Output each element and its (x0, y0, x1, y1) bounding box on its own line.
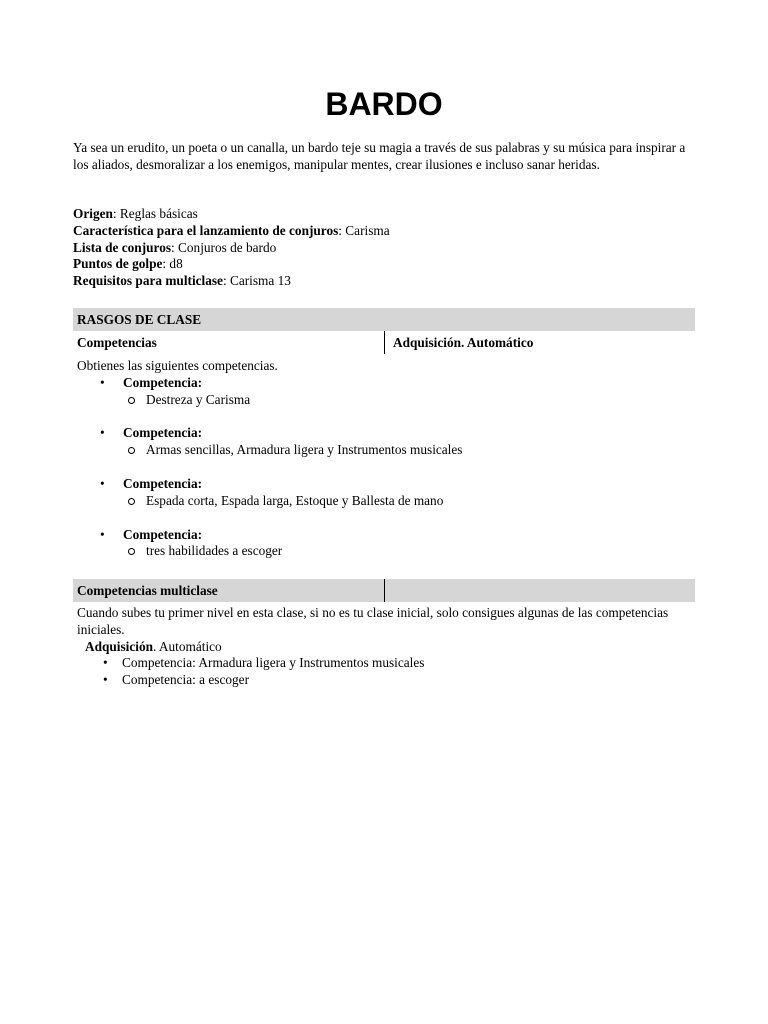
competency-value: Destreza y Carisma (146, 391, 251, 407)
meta-label: Lista de conjuros (73, 239, 172, 255)
multiclase-description: Cuando subes tu primer nivel en esta clase, si no es tu clase inicial, solo consigues algunas de las competencias iniciales. (77, 605, 669, 637)
competency-value: Espada corta, Espada larga, Estoque y Ballesta de mano (146, 492, 444, 508)
meta-value: : Conjuros de bardo (171, 239, 277, 255)
class-metadata (73, 206, 695, 290)
feature-header-row (73, 331, 695, 354)
meta-value: : Carisma (338, 222, 390, 238)
list-item (73, 655, 695, 672)
competency-value-item (73, 543, 695, 560)
competency-value-item (73, 442, 695, 459)
circle-bullet-icon (128, 447, 135, 454)
bullet-icon: • (100, 526, 105, 542)
list-item (73, 425, 695, 476)
meta-lista-conjuros (73, 240, 695, 257)
competency-value: Armas sencillas, Armadura ligera y Instrumentos musicales (146, 442, 463, 458)
acquisition-value: . Automático (153, 638, 222, 654)
meta-label: Requisitos para multiclase (73, 273, 223, 289)
multiclase-list (73, 655, 695, 689)
bullet-icon: • (100, 475, 105, 491)
meta-puntos-golpe (73, 256, 695, 273)
meta-label: Puntos de golpe (73, 256, 163, 272)
circle-bullet-icon (128, 498, 135, 505)
rasgos-header: RASGOS DE CLASE (73, 308, 695, 331)
multiclase-table (73, 579, 695, 689)
page-title: BARDO (325, 86, 443, 122)
circle-bullet-icon (128, 397, 135, 404)
list-item (73, 527, 695, 561)
circle-bullet-icon (128, 548, 135, 555)
meta-caracteristica (73, 223, 695, 240)
competency-list (73, 375, 695, 560)
competency-label: Competencia: (123, 526, 203, 542)
multiclase-item: Competencia: a escoger (122, 672, 250, 688)
meta-requisitos-multiclase (73, 273, 695, 290)
meta-value: : Carisma 13 (222, 273, 291, 289)
competency-label: Competencia: (123, 425, 203, 441)
multiclase-acquisition (73, 639, 695, 656)
competency-label: Competencia: (123, 475, 203, 491)
intro-paragraph: Ya sea un erudito, un poeta o un canalla, un bardo teje su magia a través de sus palabras y su música para inspirar a los aliados, desmoralizar a los enemigos, manipular mentes, crear ilusiones e incluso sanar heridas. (73, 140, 686, 172)
competency-value-item (73, 493, 695, 510)
competency-value-item (73, 392, 695, 409)
list-item (73, 476, 695, 527)
meta-label: Origen (73, 206, 113, 221)
multiclase-header-row (73, 579, 695, 602)
feature-name: Competencias (77, 335, 157, 350)
competency-label: Competencia: (123, 374, 203, 390)
list-item (73, 672, 695, 689)
meta-value: : Reglas básicas (112, 206, 198, 221)
feature-acquisition: Adquisición. Automático (384, 331, 695, 354)
list-item (73, 375, 695, 426)
multiclase-item: Competencia: Armadura ligera y Instrumentos musicales (122, 655, 425, 671)
acquisition-label: Adquisición (85, 638, 153, 654)
meta-origen (73, 206, 695, 223)
feature-description: Obtienes las siguientes competencias. (77, 358, 278, 373)
multiclase-header: Competencias multiclase (73, 579, 384, 602)
bullet-icon: • (103, 655, 108, 671)
meta-value: : d8 (162, 256, 183, 272)
rasgos-table (73, 308, 695, 560)
bullet-icon: • (100, 374, 105, 390)
bullet-icon: • (103, 672, 108, 688)
meta-label: Característica para el lanzamiento de conjuros (73, 222, 339, 238)
competency-value: tres habilidades a escoger (146, 543, 283, 559)
multiclase-header-empty (384, 579, 695, 602)
bullet-icon: • (100, 425, 105, 441)
